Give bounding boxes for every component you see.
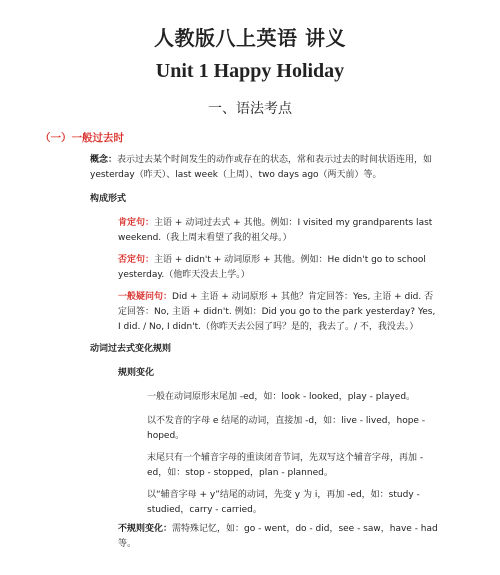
concept-text: 表示过去某个时间发生的动作或存在的状态，常和表示过去的时间状语连用，如 yesterday（昨天）、last week（上周）、two days ago（两天前）等。 xyxy=(90,155,433,180)
affirmative-label: 肯定句： xyxy=(118,218,155,228)
section-heading: 一、语法考点 xyxy=(208,101,292,117)
question-text: Did + 主语 + 动词原形 + 其他？肯定回答：Yes, 主语 + did. 否定回答：No, 主语 + didn't. 例如：Did you go to the park yesterday? Yes, I did. / No, I didn't.（你昨天去公园了吗？是的，我去了。/ 不，我没去。） xyxy=(118,292,436,332)
rule-item: 以不发音的字母 e 结尾的动词，直接加 -d，如：live - lived，hope - hoped。 xyxy=(147,416,426,441)
irregular-text: 需特殊记忆，如：go - went，do - did，see - saw，have - had 等。 xyxy=(118,524,438,549)
subsection-heading: （一）一般过去时 xyxy=(40,132,124,144)
rule-item: 以“辅音字母 + y”结尾的动词，先变 y 为 i，再加 -ed，如：study - studied，carry - carried。 xyxy=(147,490,420,515)
document-title: 人教版八上英语 讲义 xyxy=(154,26,346,50)
irregular-paragraph xyxy=(118,522,458,552)
affirmative-text: 主语 + 动词过去式 + 其他。例如：I visited my grandparents last weekend.（我上周末看望了我的祖父母。） xyxy=(118,218,433,243)
question-paragraph xyxy=(118,290,438,335)
regular-heading: 规则变化 xyxy=(118,368,155,378)
concept-paragraph xyxy=(90,153,440,183)
structure-heading: 构成形式 xyxy=(90,194,127,204)
unit-title: Unit 1 Happy Holiday xyxy=(155,60,345,82)
rules-heading: 动词过去式变化规则 xyxy=(90,344,172,354)
question-label: 一般疑问句： xyxy=(118,292,173,302)
negative-text: 主语 + didn't + 动词原形 + 其他。例如：He didn't go to school yesterday.（他昨天没去上学。） xyxy=(118,255,426,280)
rule-item: 末尾只有一个辅音字母的重读闭音节词，先双写这个辅音字母，再加 -ed，如：stop - stopped，plan - planned。 xyxy=(147,453,424,478)
rule-item: 一般在动词原形末尾加 -ed，如：look - looked，play - played。 xyxy=(147,392,416,402)
affirmative-paragraph xyxy=(118,216,448,246)
negative-label: 否定句： xyxy=(118,255,155,265)
irregular-label: 不规则变化： xyxy=(118,524,173,534)
concept-label: 概念： xyxy=(90,155,118,165)
negative-paragraph xyxy=(118,253,448,283)
